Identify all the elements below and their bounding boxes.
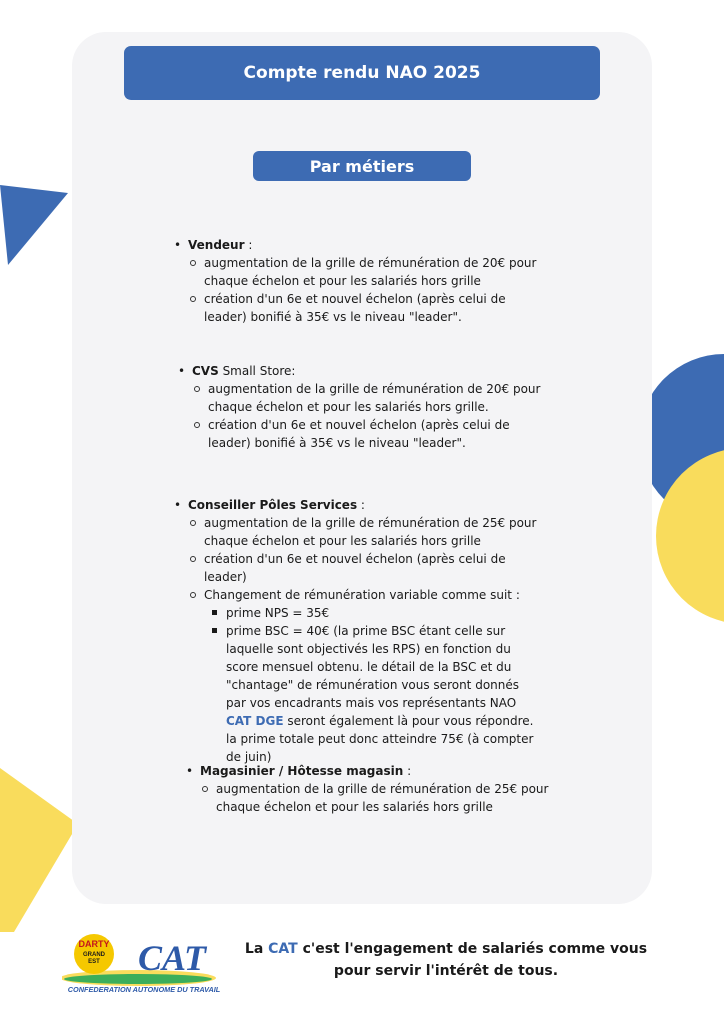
footer-suffix: c'est l'engagement de salariés comme vous [297,941,648,957]
list-item-text: Changement de rémunération variable comme suit : [204,588,520,602]
page-title-text: Compte rendu NAO 2025 [243,63,481,83]
footer-slogan [236,938,656,982]
blue-triangle-decoration [0,185,70,267]
job-title: Conseiller Pôles Services [188,498,358,512]
section-heading [186,762,558,780]
section-vendeur [174,236,544,326]
sub-list-item: prime NPS = 35€ [206,604,534,622]
yellow-triangle-decoration [0,768,80,934]
job-title-suffix: : [357,498,365,512]
logo-badge-line1: DARTY [78,939,110,949]
job-title: Vendeur [188,238,245,252]
sub-list-item [206,622,534,766]
page-title [124,46,600,100]
section-banner [253,151,471,181]
section-heading [178,362,550,380]
bullet-icon: • [174,238,182,252]
section-heading [174,236,544,254]
job-title: CVS [192,364,219,378]
job-title-suffix: Small Store: [218,364,296,378]
section-conseiller-poles-services [174,496,552,766]
list-item: augmentation de la grille de rémunération de 25€ pour chaque échelon et pour les salariés hors grille [184,514,552,550]
logo-badge-line2: GRAND [83,952,105,958]
list-item: création d'un 6e et nouvel échelon (après celui de leader) bonifié à 35€ vs le niveau "leader". [184,290,544,326]
job-title-suffix: : [403,764,412,778]
logo-badge-line3: EST [88,959,100,965]
bullet-icon: • [178,364,186,378]
job-title: Magasinier / Hôtesse magasin [200,764,404,778]
cat-logo [62,930,230,996]
footer-line-2: pour servir l'intérêt de tous. [333,963,559,979]
job-title-suffix: : [244,238,253,252]
section-banner-text: Par métiers [309,156,415,176]
logo-tagline: CONFEDERATION AUTONOME DU TRAVAIL [67,985,221,994]
list-item: augmentation de la grille de rémunération de 25€ pour chaque échelon et pour les salariés hors grille [196,780,558,816]
list-item [184,586,552,766]
section-cvs [178,362,550,452]
section-magasinier [186,762,558,816]
section-heading [174,496,552,514]
bullet-icon: • [186,764,194,778]
footer-cat-highlight: CAT [268,941,298,957]
list-item: augmentation de la grille de rémunération de 20€ pour chaque échelon et pour les salariés hors grille [184,254,544,290]
sub-list-item-text-end: seront également là pour vous répondre. la prime totale peut donc atteindre 75€ (à compter de juin) [226,714,534,764]
logo-wordmark: CAT [137,938,207,978]
list-item: création d'un 6e et nouvel échelon (après celui de leader) bonifié à 35€ vs le niveau "leader". [188,416,550,452]
list-item: création d'un 6e et nouvel échelon (après celui de leader) [184,550,552,586]
bullet-icon: • [174,498,182,512]
list-item: augmentation de la grille de rémunération de 20€ pour chaque échelon et pour les salariés hors grille. [188,380,550,416]
footer-prefix: La [244,941,269,957]
sub-list-item-text: prime BSC = 40€ (la prime BSC étant celle sur laquelle sont objectivés les RPS) en fonction du score mensuel obtenu. le détail de la BSC et du "chantage" de rémunération vous seront donnés par vos encadrants mais vos représentants NAO [226,624,520,710]
yellow-half-circle-decoration [656,448,724,624]
footer-line-1 [236,938,656,960]
cat-dge-highlight: CAT DGE [226,714,284,728]
